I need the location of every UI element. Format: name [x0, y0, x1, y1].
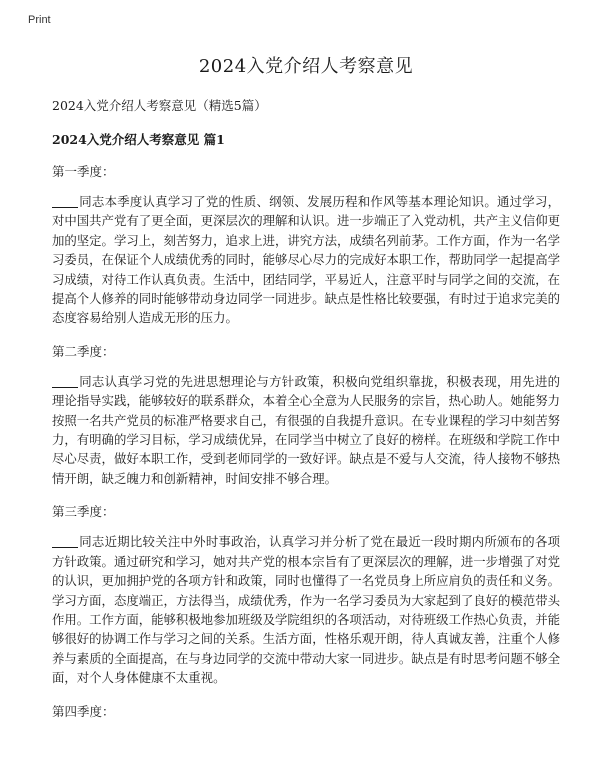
section-heading: 2024入党介绍人考察意见 篇1: [52, 132, 225, 147]
season-paragraph-q3: [52, 532, 560, 687]
document-subtitle: 2024入党介绍人考察意见（精选5篇）: [52, 98, 267, 113]
season-label-q1: 第一季度：: [52, 164, 115, 179]
season-label-q4: 第四季度：: [52, 703, 115, 719]
paragraph-text: 同志认真学习党的先进思想理论与方针政策，积极向党组织靠拢，积极表现，用先进的理论指导实践，能够较好的联系群众，本着全心全意为人民服务的宗旨，热心助人。她能努力按照一名共产党员的标准严格要求自己，有很强的自我提升意识。在专业课程的学习中刻苦努力，有明确的学习目标，学习成绩优异，在同学当中树立了良好的榜样。在班级和学院工作中尽心尽责，做好本职工作，受到老师同学的一致好评。缺点是不爱与人交流，待人接物不够热情开朗，缺乏魄力和创新精神，时间安排不够合理。: [52, 373, 561, 486]
name-blank: [52, 195, 78, 208]
season-label-q2: 第二季度：: [52, 343, 115, 359]
name-blank: [52, 375, 78, 388]
print-link[interactable]: Print: [28, 14, 51, 26]
season-label-q3: 第三季度：: [52, 504, 115, 520]
season-paragraph-q1: [52, 192, 560, 328]
paragraph-text: 同志本季度认真学习了党的性质、纲领、发展历程和作风等基本理论知识。通过学习，对中国共产党有了更全面，更深层次的理解和认识。进一步端正了入党动机，共产主义信仰更加的坚定。学习上，刻苦努力，追求上进，讲究方法，成绩名列前茅。工作方面，作为一名学习委员，在保证个人成绩优秀的同时，能够尽心尽力的完成好本职工作，帮助同学一起提高学习成绩，对待工作认真负责。生活中，团结同学，平易近人，注意平时与同学之间的交流，在提高个人修养的同时能够带动身边同学一同进步。缺点是性格比较要强，有时过于追求完美的态度容易给别人造成无形的压力。: [52, 194, 561, 326]
document-page: [52, 52, 560, 732]
paragraph-text: 同志近期比较关注中外时事政治，认真学习并分析了党在最近一段时期内所颁布的各项方针政策。通过研究和学习，她对共产党的根本宗旨有了更深层次的理解，进一步增强了对党的认识，更加拥护党的各项方针和政策，同时也懂得了一名党员身上所应肩负的责任和义务。学习方面，态度端正，方法得当，成绩优秀，作为一名学习委员为大家起到了良好的模范带头作用。工作方面，能够积极地参加班级及学院组织的各项活动，对待班级工作热心负责，并能够很好的协调工作与学习之间的关系。生活方面，性格乐观开朗，待人真诚友善，注重个人修养与素质的全面提高，在与身边同学的交流中带动大家一同进步。缺点是有时思考问题不够全面，对个人身体健康不太重视。: [52, 534, 561, 686]
name-blank: [52, 535, 78, 548]
page-title: 2024入党介绍人考察意见: [198, 56, 414, 77]
season-paragraph-q2: [52, 372, 560, 488]
